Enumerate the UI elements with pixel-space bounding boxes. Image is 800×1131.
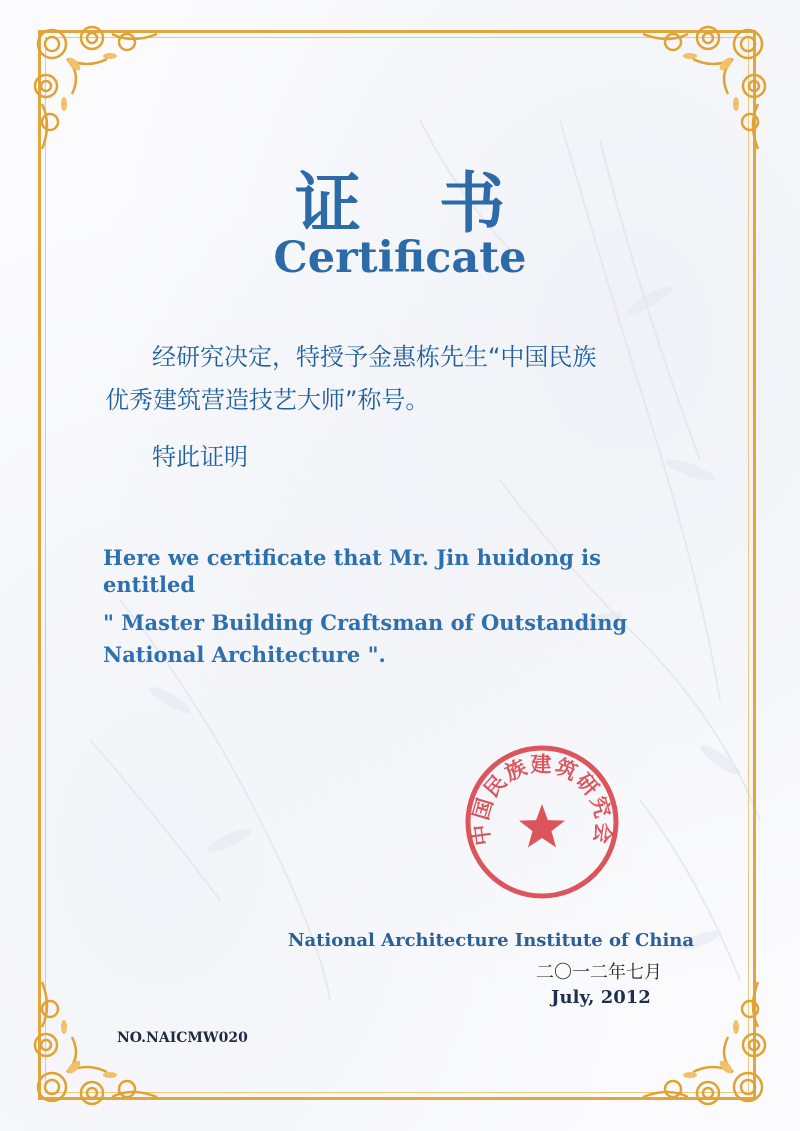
certificate-number: NO.NAICMW020 [117, 1030, 248, 1046]
chinese-body-line: 优秀建筑营造技艺大师”称号。 [105, 386, 430, 414]
english-body-line: Here we certificate that Mr. Jin huidong is [103, 545, 601, 570]
english-body-line: National Architecture ". [103, 642, 386, 667]
title-chinese: 证书 [295, 165, 583, 242]
corner-ornament-icon [22, 14, 172, 164]
corner-ornament-icon [628, 14, 778, 164]
issue-date-chinese: 二〇一二年七月 [536, 962, 662, 983]
issuer-name: National Architecture Institute of China [288, 930, 695, 951]
issue-date-english: July, 2012 [551, 987, 651, 1008]
english-body-line: " Master Building Craftsman of Outstanding [103, 610, 628, 635]
chinese-body-line: 经研究决定，特授予金惠栋先生“中国民族 [152, 343, 597, 371]
title-english: Certificate [273, 233, 527, 283]
english-body-line: entitled [103, 572, 196, 597]
seal-text: 中国民族建筑研究会 [468, 752, 616, 847]
chinese-closing-line: 特此证明 [152, 443, 248, 471]
official-seal-icon [462, 742, 622, 902]
